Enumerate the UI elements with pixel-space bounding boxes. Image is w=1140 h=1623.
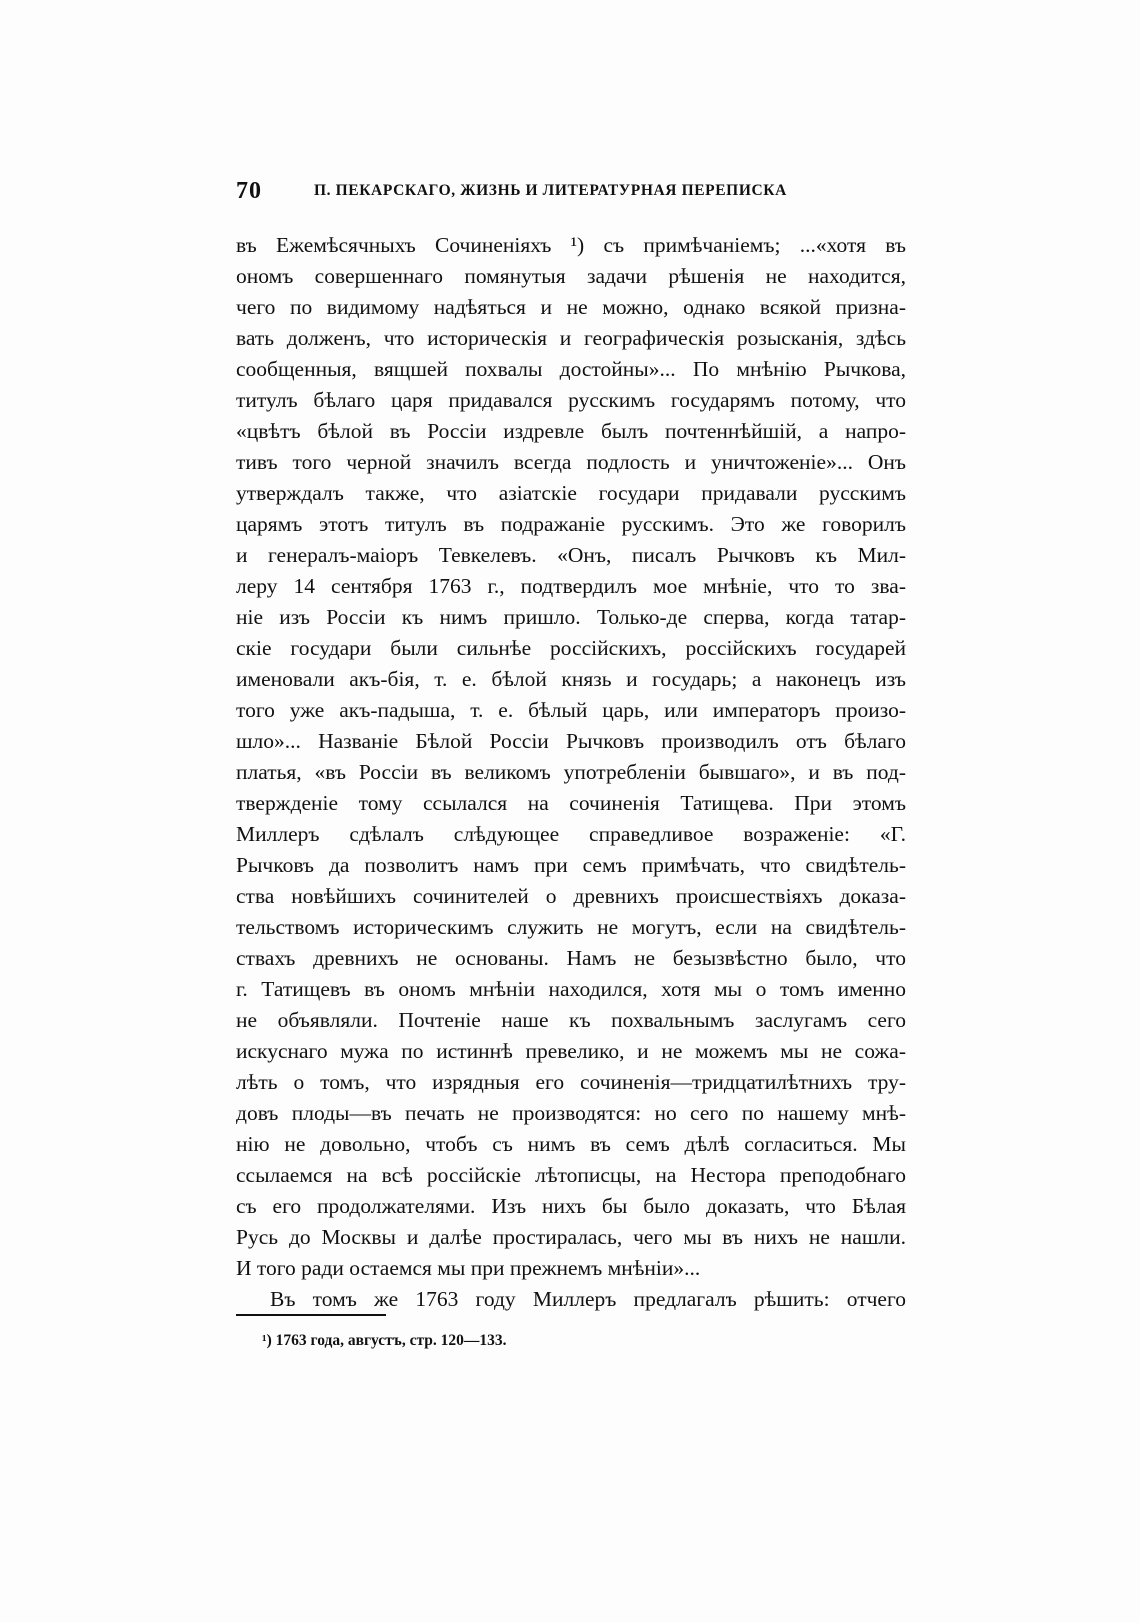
text-line: Миллеръ сдѣлалъ слѣдующее справедливое возраженіе: «Г. (236, 822, 906, 846)
text-line: тельствомъ историческимъ служить не могутъ, если на свидѣтель- (236, 915, 906, 939)
text-line: чего по видимому надѣяться и не можно, однако всякой призна- (236, 295, 906, 319)
text-line: «цвѣтъ бѣлой въ Россіи издревле былъ почтеннѣйшій, а напро- (236, 419, 906, 443)
text-line: И того ради остаемся мы при прежнемъ мнѣніи»... (236, 1256, 701, 1280)
text-line: ніе изъ Россіи къ нимъ пришло. Только-де сперва, когда татар- (236, 605, 906, 629)
text-line: леру 14 сентября 1763 г., подтвердилъ мое мнѣніе, что то зва- (236, 574, 906, 598)
text-line: ства новѣйшихъ сочинителей о древнихъ происшествіяхъ доказа- (236, 884, 906, 908)
text-line: именовали акъ-бія, т. е. бѣлой князь и государь; а наконецъ изъ (236, 667, 906, 691)
text-line: скіе государи были сильнѣе россійскихъ, россійскихъ государей (236, 636, 906, 660)
text-line: титулъ бѣлаго царя придавался русскимъ государямъ потому, что (236, 388, 906, 412)
text-line: ономъ совершеннаго помянутыя задачи рѣшенія не находится, (236, 264, 906, 288)
text-line: сообщенныя, вящшей похвалы достойны»... По мнѣнію Рычкова, (236, 357, 906, 381)
text-line: твержденіе тому ссылался на сочиненія Татищева. При этомъ (236, 791, 906, 815)
text-line: утверждалъ также, что азіатскіе государи придавали русскимъ (236, 481, 906, 505)
text-line: не объявляли. Почтеніе наше къ похвальнымъ заслугамъ сего (236, 1008, 906, 1032)
text-line: тивъ того черной значилъ всегда подлость и уничтоженіе»... Онъ (236, 450, 906, 474)
text-line: лѣть о томъ, что изрядныя его сочиненія—тридцатилѣтнихъ тру- (236, 1070, 906, 1094)
text-line: съ его продолжателями. Изъ нихъ бы было доказать, что Бѣлая (236, 1194, 906, 1218)
text-line: въ Ежемѣсячныхъ Сочиненіяхъ ¹) съ примѣчаніемъ; ...«хотя въ (236, 233, 906, 257)
text-line: ствахъ древнихъ не основаны. Намъ не безызвѣстно было, что (236, 946, 906, 970)
page-number: 70 (236, 178, 262, 204)
text-line: довъ плоды—въ печать не производятся: но сего по нашему мнѣ- (236, 1101, 906, 1125)
text-line: и генералъ-маіоръ Тевкелевъ. «Онъ, писалъ Рычковъ къ Мил- (236, 543, 906, 567)
footnote-divider (236, 1314, 386, 1316)
footnote: ¹) 1763 года, августъ, стр. 120—133. (262, 1332, 507, 1349)
text-line: платья, «въ Россіи въ великомъ употребленіи бывшаго», и въ под- (236, 760, 906, 784)
text-line: искуснаго мужа по истиннѣ превелико, и не можемъ мы не сожа- (236, 1039, 906, 1063)
text-line: того уже акъ-падыша, т. е. бѣлый царь, или императоръ произо- (236, 698, 906, 722)
text-line: вать долженъ, что историческія и географическія розысканія, здѣсь (236, 326, 906, 350)
running-title: П. ПЕКАРСКАГО, ЖИЗНЬ И ЛИТЕРАТУРНАЯ ПЕРЕПИСКА (314, 182, 787, 199)
text-line: Русь до Москвы и далѣе простиралась, чего мы въ нихъ не нашли. (236, 1225, 906, 1249)
text-line: царямъ этотъ титулъ въ подражаніе русскимъ. Это же говорилъ (236, 512, 906, 536)
page-header (236, 178, 908, 208)
text-line: г. Татищевъ въ ономъ мнѣніи находился, хотя мы о томъ именно (236, 977, 906, 1001)
text-line: Въ томъ же 1763 году Миллеръ предлагалъ рѣшить: отчего (270, 1287, 906, 1311)
text-line: Рычковъ да позволитъ намъ при семъ примѣчать, что свидѣтель- (236, 853, 906, 877)
text-line: ссылаемся на всѣ россійскіе лѣтописцы, на Нестора преподобнаго (236, 1163, 906, 1187)
body-text (236, 230, 906, 1315)
text-line: нію не довольно, чтобъ съ нимъ въ семъ дѣлѣ согласиться. Мы (236, 1132, 906, 1156)
text-line: шло»... Названіе Бѣлой Россіи Рычковъ производилъ отъ бѣлаго (236, 729, 906, 753)
